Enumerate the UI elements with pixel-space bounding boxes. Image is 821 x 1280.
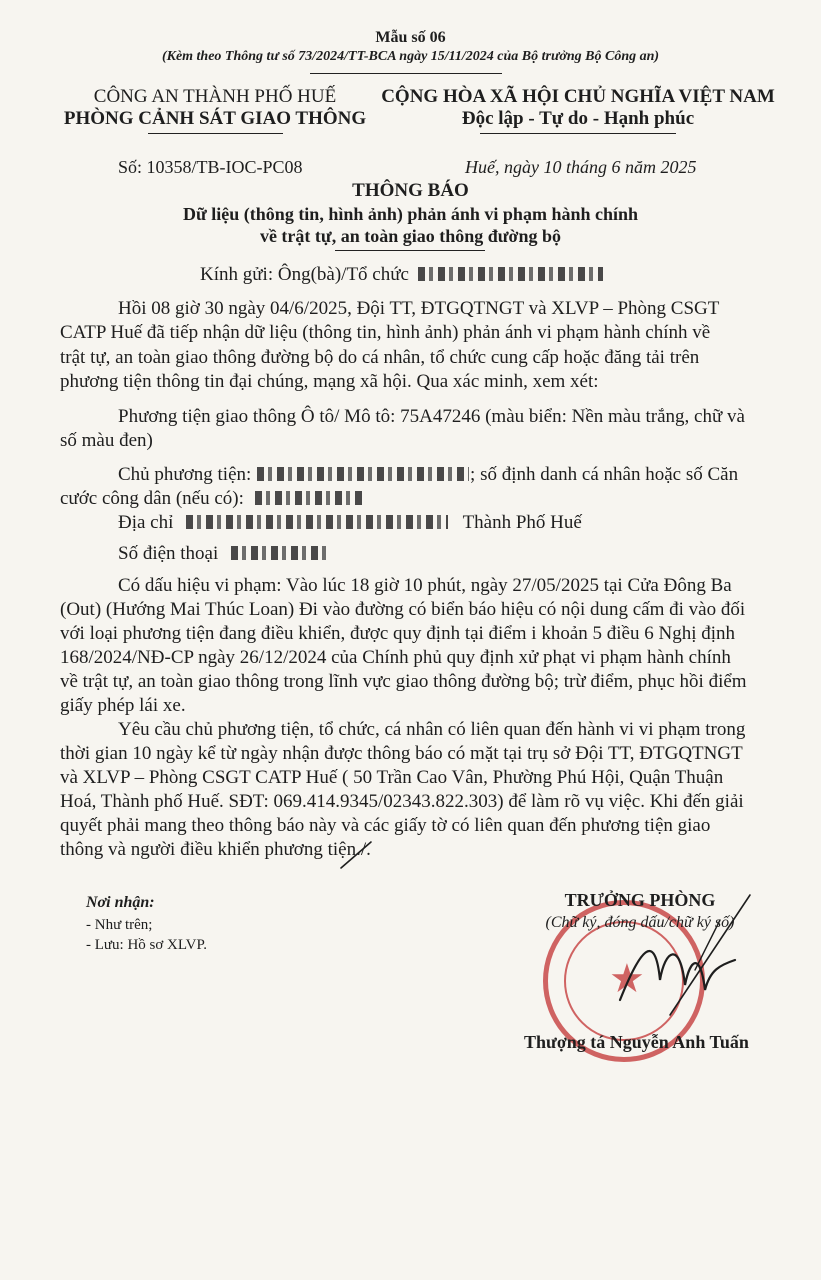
document-title: THÔNG BÁO	[352, 180, 469, 201]
recipients-title: Nơi nhận:	[86, 894, 155, 911]
address-city: Thành Phố Huế	[462, 512, 582, 533]
address-label: Địa chỉ	[118, 512, 174, 533]
vehicle-line-1: Phương tiện giao thông Ô tô/ Mô tô: 75A47246 (màu biển: Nền màu trắng, chữ và	[118, 406, 745, 427]
issuer-department: PHÒNG CẢNH SÁT GIAO THÔNG	[63, 108, 367, 129]
redacted-address	[186, 515, 448, 529]
header-divider	[310, 73, 502, 74]
recipient-line	[200, 264, 604, 286]
redacted-recipient	[418, 267, 603, 281]
request-line-5: quyết phải mang theo thông báo này và các giấy tờ có liên quan đến phương tiện giao	[60, 815, 711, 836]
para1-line-2: CATP Huế đã tiếp nhận dữ liệu (thông tin, hình ảnh) phản ánh vi phạm hành chính về	[60, 322, 711, 343]
recipient-item-1: - Như trên;	[86, 917, 153, 933]
recipient-label: Kính gửi: Ông(bà)/Tổ chức	[200, 264, 409, 285]
phone-label: Số điện thoại	[118, 543, 219, 564]
signer-title: TRƯỞNG PHÒNG	[564, 890, 716, 910]
issuer-agency: CÔNG AN THÀNH PHỐ HUẾ	[93, 86, 337, 107]
vehicle-line-2: số màu đen)	[60, 430, 153, 451]
request-line-4: Hoá, Thành phố Huế. SĐT: 069.414.9345/02343.822.303) để làm rõ vụ việc. Khi đến giải	[60, 791, 744, 812]
violation-line-2: (Out) (Hướng Mai Thúc Loan) Đi vào đường có biển báo hiệu có nội dung cấm đi vào đối	[60, 599, 746, 620]
document-subtitle-1: Dữ liệu (thông tin, hình ảnh) phản ánh vi phạm hành chính	[183, 204, 638, 224]
recipient-item-2: - Lưu: Hồ sơ XLVP.	[86, 937, 207, 953]
end-mark	[336, 836, 376, 872]
document-subtitle-2: về trật tự, an toàn giao thông đường bộ	[259, 226, 562, 246]
para1-line-1: Hồi 08 giờ 30 ngày 04/6/2025, Đội TT, ĐTGQTNGT và XLVP – Phòng CSGT	[118, 298, 720, 319]
title-underline	[335, 250, 485, 251]
document-number: Số: 10358/TB-IOC-PC08	[118, 157, 303, 177]
form-basis: (Kèm theo Thông tư số 73/2024/TT-BCA ngày 15/11/2024 của Bộ trưởng Bộ Công an)	[161, 49, 660, 64]
place-date: Huế, ngày 10 tháng 6 năm 2025	[465, 157, 697, 177]
request-line-1: Yêu cầu chủ phương tiện, tổ chức, cá nhân có liên quan đến hành vi vi phạm trong	[118, 719, 746, 740]
signer-name: Thượng tá Nguyễn Anh Tuấn	[524, 1032, 749, 1052]
violation-line-6: giấy phép lái xe.	[60, 695, 186, 716]
form-number: Mẫu số 06	[375, 29, 446, 46]
owner-line-2	[60, 488, 366, 510]
violation-line-5: về trật tự, an toàn giao thông trong lĩnh vực giao thông đường bộ; trừ điểm, phục hồi điểm	[60, 671, 747, 692]
owner-suffix: ; số định danh cá nhân hoặc số Căn	[470, 464, 739, 485]
violation-line-3: với loại phương tiện đang điều khiển, được quy định tại điểm i khoản 5 điều 6 Nghị định	[60, 623, 736, 644]
para1-line-4: phương tiện thông tin đại chúng, mạng xã hội. Qua xác minh, xem xét:	[60, 371, 599, 392]
country-name: CỘNG HÒA XÃ HỘI CHỦ NGHĨA VIỆT NAM	[381, 86, 775, 107]
para1-line-3: trật tự, an toàn giao thông đường bộ do cá nhân, tổ chức cung cấp hoặc đăng tải trên	[60, 347, 700, 368]
owner-id-label: cước công dân (nếu có):	[60, 488, 244, 509]
violation-line-4: 168/2024/NĐ-CP ngày 26/12/2024 của Chính phủ quy định xử phạt vi phạm hành chính	[60, 647, 731, 668]
star-icon: ★	[609, 956, 645, 1001]
violation-line-1: Có dấu hiệu vi phạm: Vào lúc 18 giờ 10 phút, ngày 27/05/2025 tại Cửa Đông Ba	[118, 575, 732, 596]
signer-note: (Chữ ký, đóng dấu/chữ ký số)	[545, 914, 735, 931]
owner-label: Chủ phương tiện:	[118, 464, 252, 485]
redacted-owner-name	[257, 467, 469, 481]
redacted-owner-id	[255, 491, 365, 505]
owner-line-1	[118, 464, 738, 486]
national-motto: Độc lập - Tự do - Hạnh phúc	[461, 108, 695, 129]
redacted-phone	[231, 546, 331, 560]
handwritten-signature	[600, 890, 780, 1020]
phone-line	[118, 543, 332, 565]
request-line-2: thời gian 10 ngày kể từ ngày nhận được thông báo có mặt tại trụ sở Đội TT, ĐTGQTNGT	[60, 743, 743, 764]
motto-underline	[480, 133, 676, 134]
address-line	[118, 512, 582, 534]
request-line-3: và XLVP – Phòng CSGT CATP Huế ( 50 Trần Cao Vân, Phường Phú Hội, Quận Thuận	[60, 767, 724, 788]
issuer-underline	[148, 133, 283, 134]
request-line-6: thông và người điều khiển phương tiện./.	[60, 839, 371, 860]
